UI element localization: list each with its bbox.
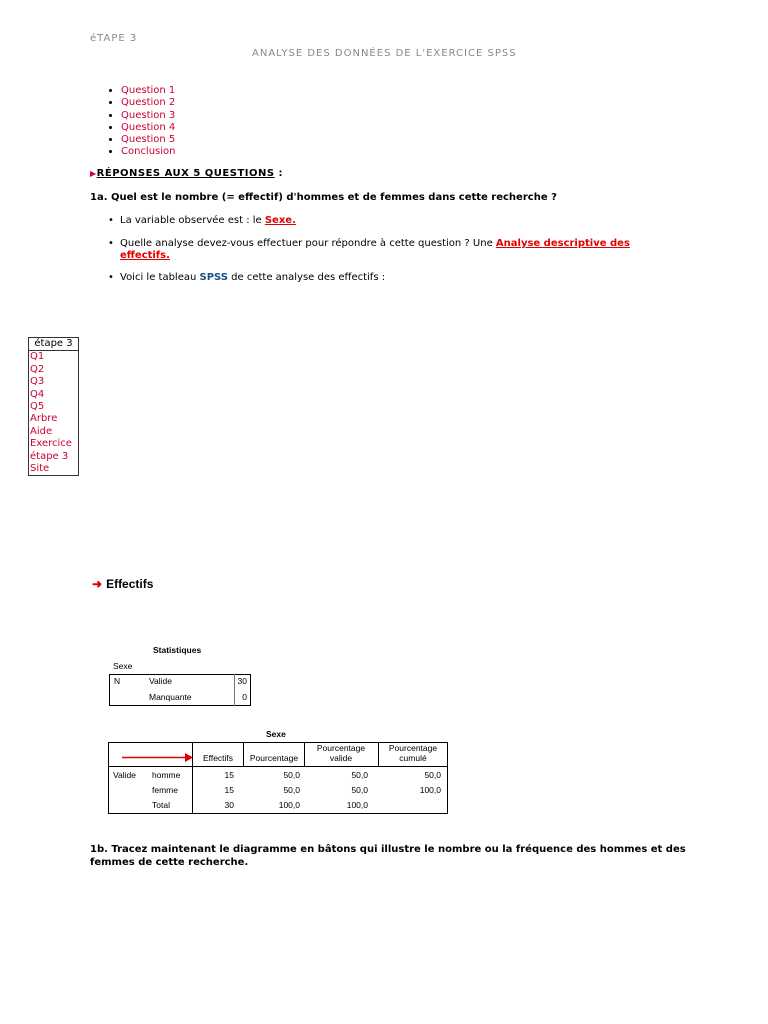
col-header-pourcentage-cumule: Pourcentage cumulé: [388, 743, 438, 763]
bullet-analyse-text: Quelle analyse devez-vous effectuer pour répondre à cette question ? Une: [120, 238, 496, 249]
list-item: [121, 146, 176, 158]
triangle-bullet-icon: ▶: [90, 169, 97, 178]
spss-label: SPSS: [199, 272, 228, 283]
bullet-dot-icon: •: [108, 272, 114, 283]
cell-femme-cumule: 100,0: [419, 785, 441, 795]
etape-label: éTAPE 3: [90, 33, 138, 44]
bullet-tableau-post: de cette analyse des effectifs :: [228, 272, 386, 283]
col-header-pourcentage-valide: Pourcentage valide: [316, 743, 366, 763]
stat-valide-value: 30: [237, 676, 247, 686]
analyse-descriptive-link[interactable]: Analyse descriptive des effectifs.: [120, 238, 630, 261]
nav-box-header: étape 3: [29, 338, 78, 351]
question-2-link[interactable]: Question 2: [121, 97, 176, 109]
row-group-valide: Valide: [113, 770, 136, 780]
question-5-link[interactable]: Question 5: [121, 134, 176, 146]
col-header-pourcentage: Pourcentage: [249, 753, 299, 763]
list-item: [121, 134, 176, 146]
stat-manquante-value: 0: [242, 692, 247, 702]
nav-item-q5[interactable]: Q5: [30, 401, 45, 413]
navigation-box: [28, 337, 79, 476]
conclusion-link[interactable]: Conclusion: [121, 146, 176, 158]
question-3-link[interactable]: Question 3: [121, 109, 176, 121]
reponses-heading: [90, 168, 283, 179]
bullet-analyse: [108, 238, 648, 262]
cell-total-effectifs: 30: [224, 800, 234, 810]
cell-homme-cumule: 50,0: [424, 770, 441, 780]
stat-n-label: N: [114, 676, 121, 686]
cell-femme-valide: 50,0: [351, 785, 368, 795]
row-label-femme: femme: [152, 785, 178, 795]
nav-item-exercice[interactable]: Exercice: [30, 438, 72, 450]
cell-homme-valide: 50,0: [351, 770, 368, 780]
nav-item-q2[interactable]: Q2: [30, 363, 45, 375]
statistiques-variable-label: Sexe: [113, 661, 133, 671]
stat-valide-label: Valide: [149, 676, 172, 686]
bullet-tableau-pre: Voici le tableau: [120, 272, 200, 283]
reponses-heading-colon: :: [274, 168, 284, 179]
nav-item-q3[interactable]: Q3: [30, 376, 45, 388]
question-1a-title: 1a. Quel est le nombre (= effectif) d'hommes et de femmes dans cette recherche ?: [90, 192, 557, 203]
question-1b-title: 1b. Tracez maintenant le diagramme en bâtons qui illustre le nombre ou la fréquence des hommes et des femmes de cette recherche.: [90, 844, 686, 868]
sexe-frequency-table: [108, 742, 448, 814]
stat-manquante-label: Manquante: [149, 692, 192, 702]
question-1-link[interactable]: Question 1: [121, 85, 176, 96]
cell-total-pourcentage: 100,0: [278, 800, 300, 810]
bullet-tableau: [108, 272, 668, 284]
statistiques-table: [109, 674, 251, 706]
cell-homme-pourcentage: 50,0: [283, 770, 300, 780]
row-label-homme: homme: [152, 770, 181, 780]
question-4-link[interactable]: Question 4: [121, 121, 176, 133]
arrow-right-icon: ➜: [92, 577, 103, 591]
red-arrow-icon: [122, 753, 194, 762]
cell-femme-pourcentage: 50,0: [283, 785, 300, 795]
col-header-effectifs: Effectifs: [202, 753, 234, 763]
list-item: [121, 97, 176, 109]
nav-item-q4[interactable]: Q4: [30, 388, 45, 400]
bullet-variable-text: La variable observée est : le: [120, 215, 265, 226]
list-item: [121, 110, 176, 122]
nav-item-aide[interactable]: Aide: [30, 425, 53, 437]
list-item: [121, 85, 176, 97]
sexe-link[interactable]: Sexe.: [264, 215, 296, 226]
bullet-variable: [108, 215, 668, 227]
list-item: [121, 122, 176, 134]
bullet-dot-icon: •: [108, 215, 114, 226]
cell-homme-effectifs: 15: [224, 770, 234, 780]
question-link-list: [106, 85, 176, 159]
cell-femme-effectifs: 15: [224, 785, 234, 795]
nav-item-site[interactable]: Site: [30, 463, 50, 475]
row-label-total: Total: [152, 800, 170, 810]
effectifs-heading-text: Effectifs: [106, 577, 154, 591]
effectifs-heading: [92, 577, 153, 591]
statistiques-table-title: Statistiques: [153, 645, 202, 655]
cell-total-valide: 100,0: [346, 800, 368, 810]
nav-item-arbre[interactable]: Arbre: [30, 413, 58, 425]
page-title: ANALYSE DES DONNÉES DE L'EXERCICE SPSS: [252, 48, 517, 59]
bullet-dot-icon: •: [108, 238, 114, 249]
sexe-table-title: Sexe: [266, 729, 286, 739]
nav-item-q1[interactable]: Q1: [30, 351, 45, 363]
nav-item-etape-3[interactable]: étape 3: [30, 450, 69, 462]
reponses-heading-text: RÉPONSES AUX 5 QUESTIONS: [96, 168, 275, 179]
